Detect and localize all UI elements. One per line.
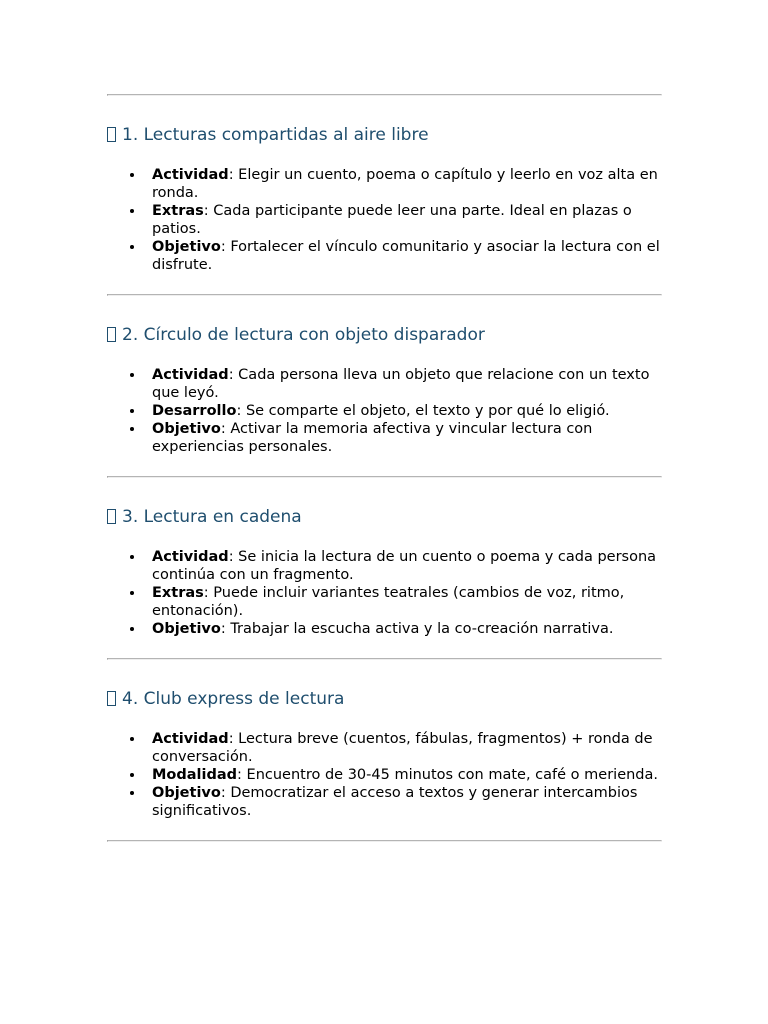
list-item — [152, 366, 662, 402]
item-label: Actividad — [152, 367, 229, 383]
list-item — [152, 402, 662, 420]
bullet-list — [107, 548, 662, 638]
section-title-text: 1. Lecturas compartidas al aire libre — [122, 125, 429, 145]
item-label: Extras — [152, 203, 204, 219]
item-label: Objetivo — [152, 239, 221, 255]
item-text: : Democratizar el acceso a textos y generar intercambios significativos. — [152, 785, 638, 819]
section-divider — [107, 840, 662, 842]
item-text: : Se comparte el objeto, el texto y por qué lo eligió. — [236, 403, 610, 419]
section-title-text: 2. Círculo de lectura con objeto disparador — [122, 325, 485, 345]
item-text: : Activar la memoria afectiva y vincular lectura con experiencias personales. — [152, 421, 593, 455]
list-item — [152, 730, 662, 766]
item-label: Modalidad — [152, 767, 238, 783]
item-text: : Cada persona lleva un objeto que relacione con un texto que leyó. — [152, 367, 650, 401]
list-item — [152, 202, 662, 238]
item-text: : Fortalecer el vínculo comunitario y asociar la lectura con el disfrute. — [152, 239, 660, 273]
section-title — [107, 124, 662, 146]
document-content — [107, 94, 662, 842]
missing-glyph-icon — [107, 509, 116, 524]
item-label: Actividad — [152, 731, 229, 747]
item-text: : Encuentro de 30-45 minutos con mate, café o merienda. — [237, 767, 658, 783]
item-label: Objetivo — [152, 785, 221, 801]
section-title — [107, 688, 662, 710]
section-2 — [107, 296, 662, 476]
list-item — [152, 766, 662, 784]
list-item — [152, 420, 662, 456]
item-text: : Trabajar la escucha activa y la co-creación narrativa. — [220, 621, 614, 637]
list-item — [152, 584, 662, 620]
section-title-text: 3. Lectura en cadena — [122, 507, 302, 527]
item-label: Extras — [152, 585, 204, 601]
item-text: : Lectura breve (cuentos, fábulas, fragmentos) + ronda de conversación. — [152, 731, 653, 765]
item-label: Objetivo — [152, 421, 221, 437]
section-1 — [107, 96, 662, 294]
section-4 — [107, 660, 662, 840]
list-item — [152, 166, 662, 202]
section-title — [107, 324, 662, 346]
item-text: : Cada participante puede leer una parte. Ideal en plazas o patios. — [152, 203, 632, 237]
bullet-list — [107, 166, 662, 274]
item-label: Actividad — [152, 549, 229, 565]
missing-glyph-icon — [107, 127, 116, 142]
item-text: : Se inicia la lectura de un cuento o poema y cada persona continúa con un fragmento. — [152, 549, 657, 583]
item-label: Desarrollo — [152, 403, 237, 419]
item-label: Actividad — [152, 167, 229, 183]
list-item — [152, 548, 662, 584]
section-title-text: 4. Club express de lectura — [122, 689, 345, 709]
item-text: : Elegir un cuento, poema o capítulo y leerlo en voz alta en ronda. — [152, 167, 658, 201]
missing-glyph-icon — [107, 327, 116, 342]
list-item — [152, 784, 662, 820]
list-item — [152, 620, 662, 638]
bullet-list — [107, 366, 662, 456]
missing-glyph-icon — [107, 691, 116, 706]
list-item — [152, 238, 662, 274]
item-text: : Puede incluir variantes teatrales (cambios de voz, ritmo, entonación). — [152, 585, 625, 619]
bullet-list — [107, 730, 662, 820]
item-label: Objetivo — [152, 621, 221, 637]
section-3 — [107, 478, 662, 658]
section-title — [107, 506, 662, 528]
